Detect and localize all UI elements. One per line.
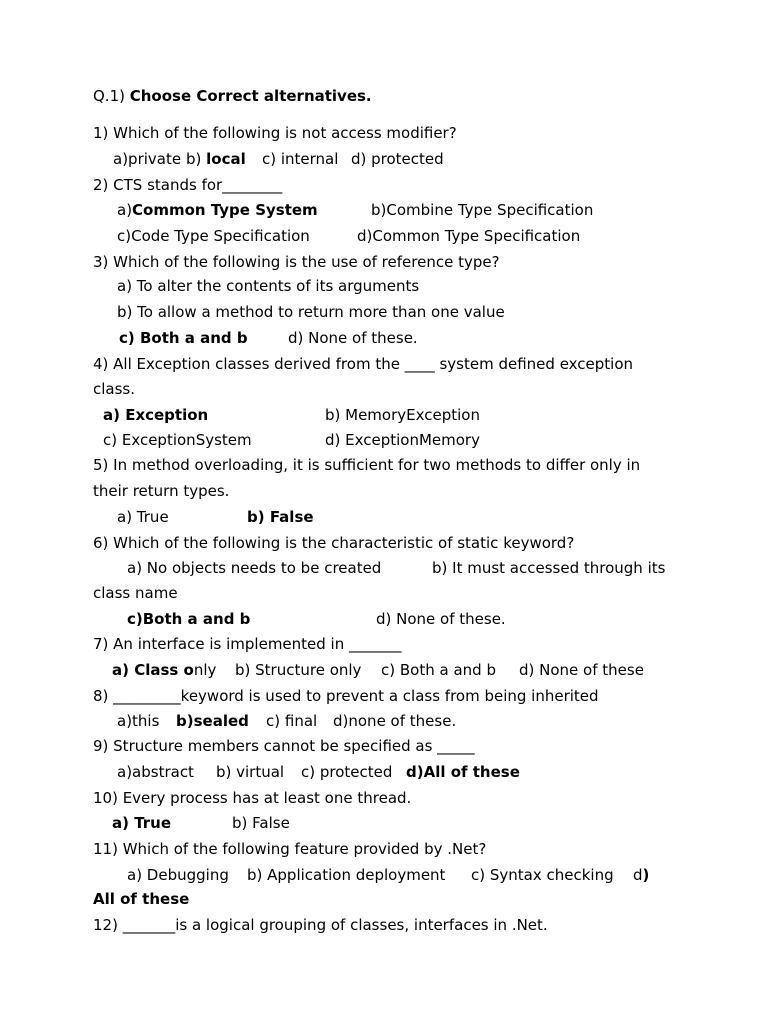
q7-option-c: c) Both a and b bbox=[381, 661, 496, 679]
q7-option-b: b) Structure only bbox=[235, 661, 362, 679]
q2-option-c: c)Code Type Specification bbox=[117, 227, 310, 245]
q2-option-d: d)Common Type Specification bbox=[357, 227, 581, 245]
q11-option-b: b) Application deployment bbox=[247, 866, 446, 884]
q4-option-b: b) MemoryException bbox=[325, 406, 480, 424]
q3-option-d: d) None of these. bbox=[288, 329, 418, 347]
question-1: 1) Which of the following is not access modifier? bbox=[93, 124, 457, 142]
q6-option-b-cont: class name bbox=[93, 584, 178, 602]
q8-option-a: a)this bbox=[117, 712, 160, 730]
q7-option-a: a) Class only bbox=[112, 661, 217, 679]
question-11: 11) Which of the following feature provided by .Net? bbox=[93, 840, 487, 858]
heading-prefix: Q.1) bbox=[93, 87, 130, 105]
question-4: 4) All Exception classes derived from the ____ system defined exception bbox=[93, 355, 633, 373]
q6-option-b: b) It must accessed through its bbox=[432, 559, 666, 577]
q4-option-a: a) Exception bbox=[103, 406, 209, 424]
q11-option-c: c) Syntax checking bbox=[471, 866, 614, 884]
q6-option-c: c)Both a and b bbox=[127, 610, 251, 628]
q7-option-d: d) None of these bbox=[519, 661, 644, 679]
q3-option-b: b) To allow a method to return more than one value bbox=[117, 303, 505, 321]
question-10: 10) Every process has at least one thread. bbox=[93, 789, 412, 807]
question-12: 12) _______is a logical grouping of classes, interfaces in .Net. bbox=[93, 916, 548, 934]
q9-option-d: d)All of these bbox=[406, 763, 520, 781]
q2-option-a: a)Common Type System bbox=[117, 201, 318, 219]
question-7: 7) An interface is implemented in _______ bbox=[93, 635, 402, 653]
q9-option-c: c) protected bbox=[301, 763, 393, 781]
q3-option-c: c) Both a and b bbox=[119, 329, 248, 347]
q1-option-a: a)private bbox=[113, 150, 182, 168]
question-4-cont: class. bbox=[93, 380, 136, 398]
question-3: 3) Which of the following is the use of reference type? bbox=[93, 253, 500, 271]
q2-option-b: b)Combine Type Specification bbox=[371, 201, 594, 219]
q9-option-b: b) virtual bbox=[216, 763, 285, 781]
q10-option-a: a) True bbox=[112, 814, 172, 832]
q6-option-a: a) No objects needs to be created bbox=[127, 559, 382, 577]
question-5-cont: their return types. bbox=[93, 482, 230, 500]
question-9: 9) Structure members cannot be specified as _____ bbox=[93, 737, 475, 755]
q3-option-a: a) To alter the contents of its arguments bbox=[117, 277, 420, 295]
q10-option-b: b) False bbox=[232, 814, 290, 832]
q11-option-d: d) bbox=[633, 866, 650, 884]
q1-option-b: b) local bbox=[186, 150, 246, 168]
q5-option-b: b) False bbox=[247, 508, 314, 526]
question-8: 8) _________keyword is used to prevent a class from being inherited bbox=[93, 687, 599, 705]
question-6: 6) Which of the following is the characteristic of static keyword? bbox=[93, 534, 575, 552]
q6-option-d: d) None of these. bbox=[376, 610, 506, 628]
q1-option-c: c) internal bbox=[262, 150, 339, 168]
q8-option-d: d)none of these. bbox=[333, 712, 457, 730]
question-2: 2) CTS stands for________ bbox=[93, 176, 283, 194]
heading-title: Choose Correct alternatives. bbox=[129, 87, 372, 105]
q11-option-d-cont: All of these bbox=[93, 890, 190, 908]
q8-option-b: b)sealed bbox=[176, 712, 249, 730]
question-5: 5) In method overloading, it is sufficient for two methods to differ only in bbox=[93, 456, 641, 474]
q1-option-d: d) protected bbox=[351, 150, 444, 168]
q8-option-c: c) final bbox=[266, 712, 318, 730]
page-heading bbox=[93, 87, 372, 105]
q9-option-a: a)abstract bbox=[117, 763, 194, 781]
q5-option-a: a) True bbox=[117, 508, 169, 526]
q11-option-a: a) Debugging bbox=[127, 866, 229, 884]
q4-option-c: c) ExceptionSystem bbox=[103, 431, 252, 449]
q4-option-d: d) ExceptionMemory bbox=[325, 431, 480, 449]
